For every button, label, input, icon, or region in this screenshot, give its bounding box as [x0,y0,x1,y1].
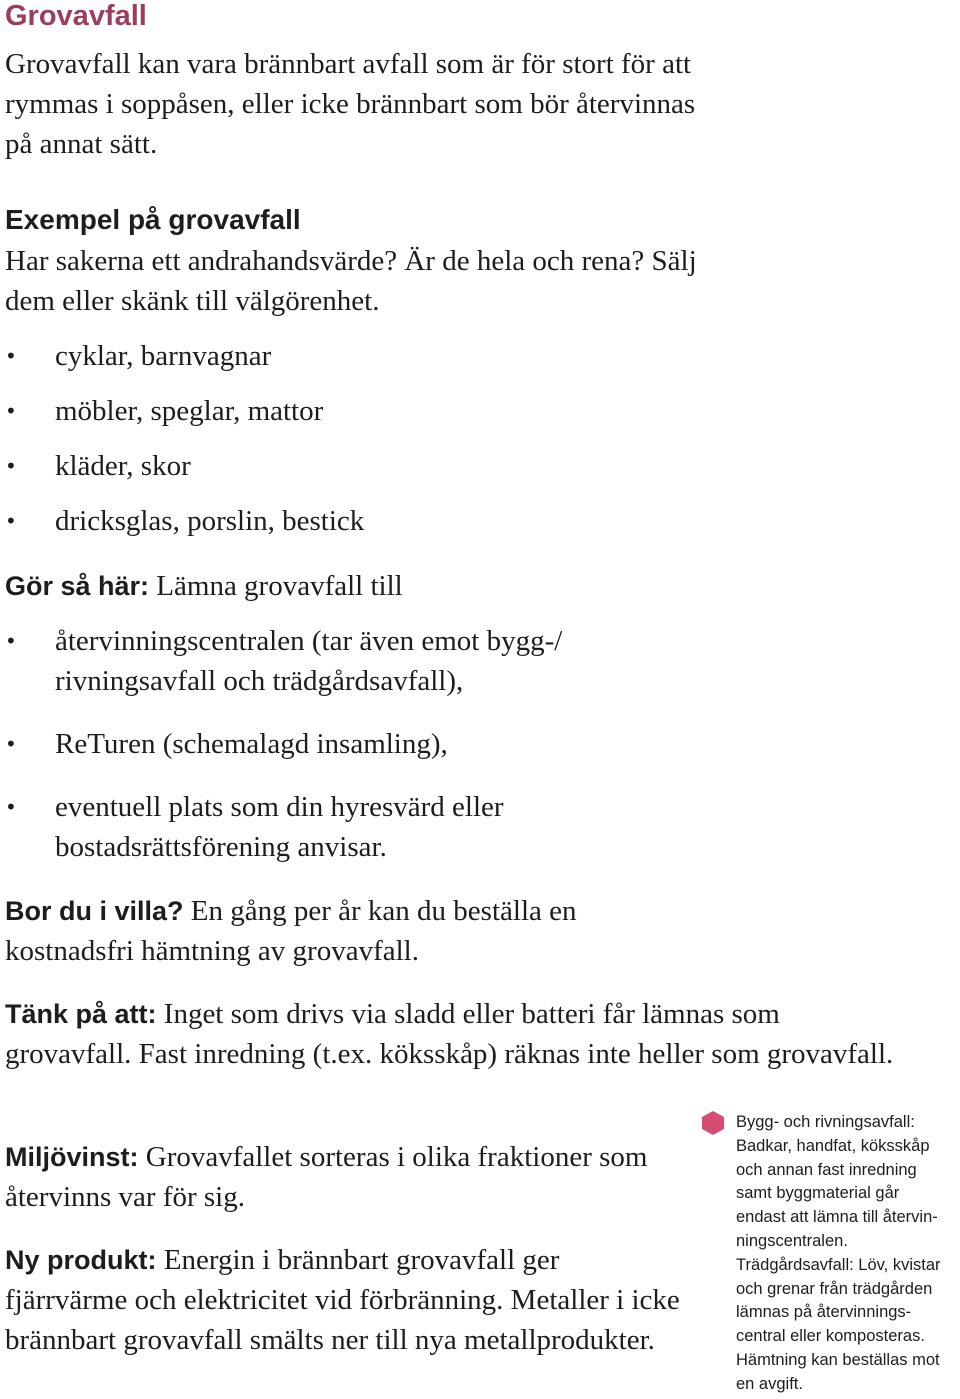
list-item: • eventuell plats som din hyresvärd eller bostadsrättsförening anvisar. [5,787,705,867]
sidebar-line: Bygg- och rivningsavfall: [736,1113,915,1131]
sidebar-line: endast att lämna till återvin- [736,1208,938,1227]
sidebar-line: Trädgårdsavfall: Löv, kvistar [736,1255,941,1274]
bullet-dot-icon: • [5,344,17,368]
intro-paragraph: Grovavfall kan vara brännbart avfall som är för stort för att rymmas i soppåsen, eller icke brännbart som bör återvinnas på annat sätt. [5,48,696,160]
villa-lead: Bor du i villa? [5,896,184,926]
sidebar-line: samt byggmaterial går [736,1184,900,1203]
list-item: • cyklar, barnvagnar [5,336,364,376]
bullet-dot-icon: • [5,509,17,533]
environment-lead: Miljövinst: [5,1142,139,1172]
howto-paragraph [5,566,905,606]
bullet-dot-icon: • [5,795,17,819]
sidebar-line: en avgift. [736,1374,803,1393]
examples-text: Har sakerna ett andrahandsvärde? Är de hela och rena? Sälj dem eller skänk till välgörenhet. [5,245,697,317]
bullet-dot-icon: • [5,454,17,478]
sidebar-line: Hämtning kan beställas mot [736,1350,940,1369]
list-item: • ReTuren (schemalagd insamling), [5,724,705,764]
list-item: • kläder, skor [5,446,364,486]
sidebar-line: och grenar från trädgården [736,1279,933,1298]
page-title: Grovavfall [5,0,147,32]
bullet-dot-icon: • [5,732,17,756]
bullet-dot-icon: • [5,629,17,653]
sidebar-note [736,1111,960,1397]
environment-text: Grovavfallet sorteras i olika fraktioner som återvinns var för sig. [5,1141,648,1213]
sidebar-line: och annan fast inredning [736,1160,917,1179]
think-lead: Tänk på att: [5,999,157,1029]
villa-paragraph [5,891,685,971]
examples-list [5,336,364,556]
product-paragraph [5,1240,685,1360]
think-paragraph [5,994,905,1074]
list-item: • återvinningscentralen (tar även emot bygg-/ rivningsavfall och trädgårdsavfall), [5,621,705,701]
examples-heading: Exempel på grovavfall [5,204,301,235]
list-item: • möbler, speglar, mattor [5,391,364,431]
villa-text: En gång per år kan du beställa en kostnadsfri hämtning av grovavfall. [5,895,577,967]
howto-list [5,621,705,890]
list-item: • dricksglas, porslin, bestick [5,501,364,541]
bullet-dot-icon: • [5,399,17,423]
sidebar-line: lämnas på återvinnings- [736,1303,912,1322]
sidebar-line: ningscentralen. [736,1231,848,1250]
environment-paragraph [5,1137,685,1217]
howto-text: Lämna grovavfall till [149,570,403,602]
think-text: Inget som drivs via sladd eller batteri får lämnas som grovavfall. Fast inredning (t.ex. köksskåp) räknas inte heller som grovavfall. [5,998,894,1070]
product-lead: Ny produkt: [5,1245,157,1275]
howto-lead: Gör så här: [5,571,150,601]
hexagon-icon [700,1110,726,1136]
sidebar-line: central eller komposteras. [736,1327,925,1346]
sidebar-line: Badkar, handfat, köksskåp [736,1136,930,1155]
product-text: Energin i brännbart grovavfall ger fjärrvärme och elektricitet vid förbränning. Metaller i icke brännbart grovavfall smälts ner till nya metallprodukter. [5,1244,680,1356]
